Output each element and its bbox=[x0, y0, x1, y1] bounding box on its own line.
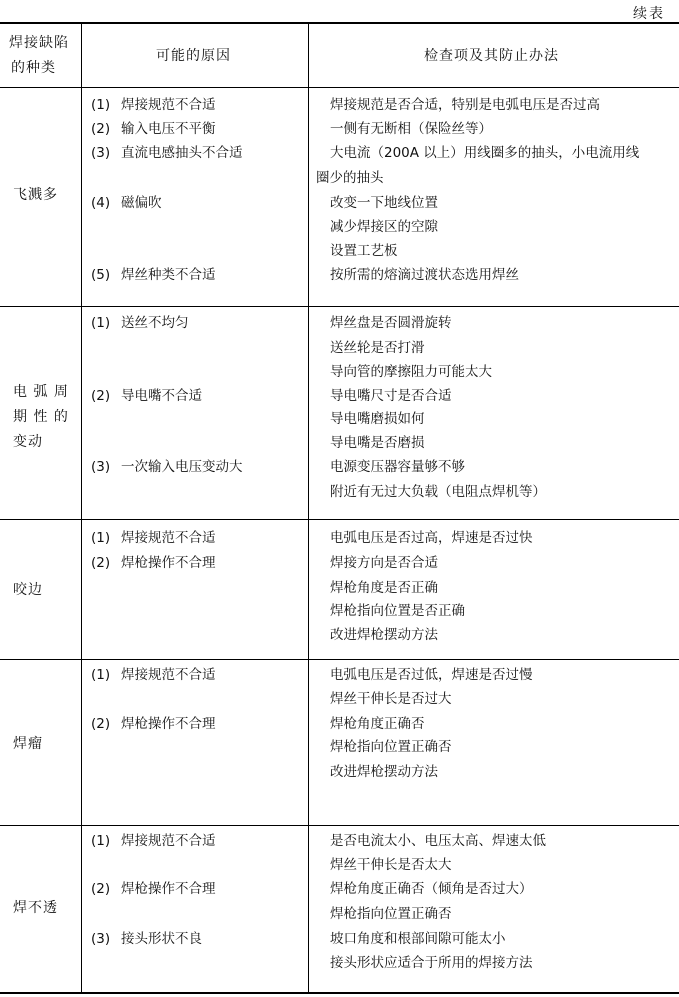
remedy-item: 电弧电压是否过低，焊速是否过慢 bbox=[330, 667, 533, 683]
column-divider-2 bbox=[308, 22, 309, 994]
remedy-item: 焊枪角度是否正确 bbox=[330, 580, 438, 596]
remedy-item: 导电嘴磨损如何 bbox=[330, 411, 425, 427]
row-divider-1 bbox=[0, 306, 679, 307]
remedy-item: 电弧电压是否过高，焊速是否过快 bbox=[330, 530, 533, 546]
row-divider-4 bbox=[0, 825, 679, 826]
remedy-item: 焊枪指向位置正确否 bbox=[330, 906, 452, 922]
defect-name: 飞溅多 bbox=[13, 187, 58, 203]
defect-name-line3: 变动 bbox=[13, 434, 43, 450]
header-defect-type-line1: 焊接缺陷 bbox=[9, 35, 69, 51]
header-defect-type-line2: 的种类 bbox=[11, 60, 56, 76]
remedy-item: 焊丝盘是否圆滑旋转 bbox=[330, 315, 452, 331]
remedy-item: 导电嘴尺寸是否合适 bbox=[330, 388, 452, 404]
remedy-item: 焊枪指向位置正确否 bbox=[330, 739, 452, 755]
cause-item: (1) 送丝不均匀 bbox=[91, 315, 189, 331]
cause-item: (3) 接头形状不良 bbox=[91, 931, 202, 947]
remedy-item: 圈少的抽头 bbox=[316, 170, 384, 186]
defect-name-line2: 期 性 的 bbox=[13, 409, 69, 425]
remedy-item: 焊丝干伸长是否太大 bbox=[330, 857, 452, 873]
header-remedies: 检查项及其防止办法 bbox=[424, 48, 559, 64]
remedy-item: 一侧有无断相（保险丝等） bbox=[330, 121, 492, 137]
remedy-item: 送丝轮是否打滑 bbox=[330, 340, 425, 356]
remedy-item: 焊枪指向位置是否正确 bbox=[330, 603, 465, 619]
remedy-item: 接头形状应适合于所用的焊接方法 bbox=[330, 955, 533, 971]
row-divider-2 bbox=[0, 519, 679, 520]
cause-item: (4) 磁偏吹 bbox=[91, 195, 162, 211]
cause-item: (2) 输入电压不平衡 bbox=[91, 121, 216, 137]
remedy-item: 改变一下地线位置 bbox=[330, 195, 438, 211]
cause-item: (2) 焊枪操作不合理 bbox=[91, 555, 216, 571]
remedy-item: 焊接规范是否合适，特别是电弧电压是否过高 bbox=[330, 97, 600, 113]
remedy-item: 焊枪角度正确否 bbox=[330, 716, 425, 732]
defect-name: 咬边 bbox=[13, 582, 43, 598]
defect-name: 焊不透 bbox=[13, 900, 58, 916]
remedy-item: 是否电流太小、电压太高、焊速太低 bbox=[330, 833, 546, 849]
column-divider-1 bbox=[81, 22, 82, 994]
remedy-item: 大电流（200A 以上）用线圈多的抽头，小电流用线 bbox=[330, 145, 640, 161]
remedy-item: 导电嘴是否磨损 bbox=[330, 435, 425, 451]
cause-item: (1) 焊接规范不合适 bbox=[91, 667, 216, 683]
table-caption: 续表 bbox=[633, 6, 665, 22]
cause-item: (1) 焊接规范不合适 bbox=[91, 97, 216, 113]
remedy-item: 焊接方向是否合适 bbox=[330, 555, 438, 571]
cause-item: (5) 焊丝种类不合适 bbox=[91, 267, 216, 283]
defect-name: 焊瘤 bbox=[13, 736, 43, 752]
cause-item: (3) 一次输入电压变动大 bbox=[91, 459, 243, 475]
cause-item: (3) 直流电感抽头不合适 bbox=[91, 145, 243, 161]
remedy-item: 附近有无过大负载（电阻点焊机等） bbox=[330, 484, 546, 500]
remedy-item: 减少焊接区的空隙 bbox=[330, 219, 438, 235]
remedy-item: 焊丝干伸长是否过大 bbox=[330, 691, 452, 707]
remedy-item: 改进焊枪摆动方法 bbox=[330, 627, 438, 643]
remedy-item: 焊枪角度正确否（倾角是否过大） bbox=[330, 881, 533, 897]
remedy-item: 坡口角度和根部间隙可能太小 bbox=[330, 931, 506, 947]
remedy-item: 改进焊枪摆动方法 bbox=[330, 764, 438, 780]
row-divider-3 bbox=[0, 659, 679, 660]
header-divider bbox=[0, 87, 679, 88]
cause-item: (1) 焊接规范不合适 bbox=[91, 530, 216, 546]
defect-name-line1: 电 弧 周 bbox=[13, 384, 69, 400]
remedy-item: 设置工艺板 bbox=[330, 243, 398, 259]
cause-item: (1) 焊接规范不合适 bbox=[91, 833, 216, 849]
header-possible-causes: 可能的原因 bbox=[156, 48, 231, 64]
remedy-item: 按所需的熔滴过渡状态选用焊丝 bbox=[330, 267, 519, 283]
cause-item: (2) 导电嘴不合适 bbox=[91, 388, 202, 404]
remedy-item: 电源变压器容量够不够 bbox=[330, 459, 465, 475]
cause-item: (2) 焊枪操作不合理 bbox=[91, 716, 216, 732]
cause-item: (2) 焊枪操作不合理 bbox=[91, 881, 216, 897]
remedy-item: 导向管的摩擦阻力可能太大 bbox=[330, 364, 492, 380]
